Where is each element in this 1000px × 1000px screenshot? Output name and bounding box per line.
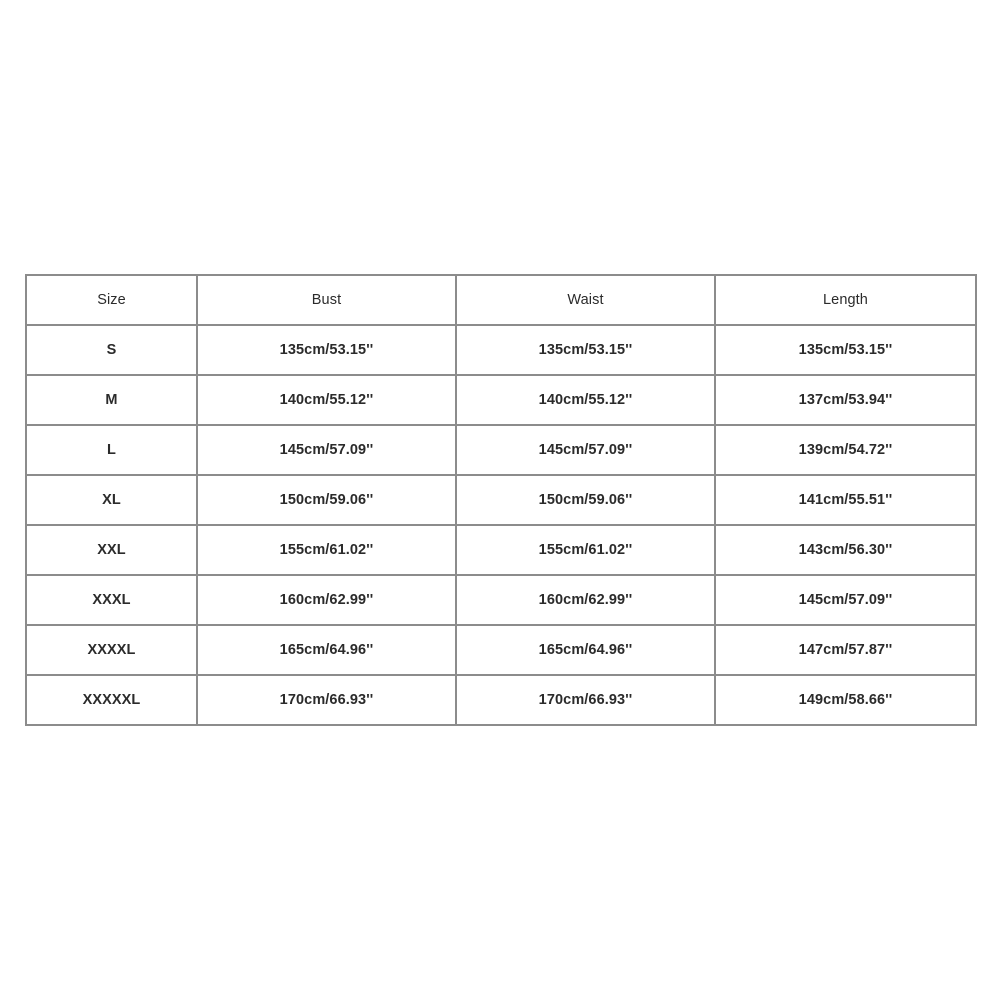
cell-bust: 135cm/53.15'': [197, 325, 456, 375]
cell-bust: 145cm/57.09'': [197, 425, 456, 475]
table-row: [26, 525, 976, 575]
cell-length: 139cm/54.72'': [715, 425, 976, 475]
cell-size: XXXXXL: [26, 675, 197, 725]
cell-size: XXL: [26, 525, 197, 575]
cell-waist: 145cm/57.09'': [456, 425, 715, 475]
cell-waist: 170cm/66.93'': [456, 675, 715, 725]
cell-bust: 165cm/64.96'': [197, 625, 456, 675]
header-row: [26, 275, 976, 325]
table-row: [26, 475, 976, 525]
table-header: [26, 275, 976, 325]
cell-length: 143cm/56.30'': [715, 525, 976, 575]
cell-size: M: [26, 375, 197, 425]
cell-length: 141cm/55.51'': [715, 475, 976, 525]
cell-length: 135cm/53.15'': [715, 325, 976, 375]
table-row: [26, 675, 976, 725]
table-row: [26, 325, 976, 375]
size-chart-table: [25, 274, 977, 726]
cell-size: XXXL: [26, 575, 197, 625]
header-bust: Bust: [197, 275, 456, 325]
cell-bust: 155cm/61.02'': [197, 525, 456, 575]
cell-waist: 140cm/55.12'': [456, 375, 715, 425]
table-body: [26, 325, 976, 725]
cell-waist: 135cm/53.15'': [456, 325, 715, 375]
cell-size: XL: [26, 475, 197, 525]
cell-size: L: [26, 425, 197, 475]
header-waist: Waist: [456, 275, 715, 325]
cell-length: 149cm/58.66'': [715, 675, 976, 725]
cell-waist: 155cm/61.02'': [456, 525, 715, 575]
cell-length: 137cm/53.94'': [715, 375, 976, 425]
table-row: [26, 625, 976, 675]
cell-size: XXXXL: [26, 625, 197, 675]
table-row: [26, 425, 976, 475]
header-length: Length: [715, 275, 976, 325]
cell-size: S: [26, 325, 197, 375]
table-row: [26, 375, 976, 425]
table-row: [26, 575, 976, 625]
cell-waist: 165cm/64.96'': [456, 625, 715, 675]
cell-bust: 160cm/62.99'': [197, 575, 456, 625]
cell-waist: 160cm/62.99'': [456, 575, 715, 625]
cell-waist: 150cm/59.06'': [456, 475, 715, 525]
cell-bust: 150cm/59.06'': [197, 475, 456, 525]
cell-length: 145cm/57.09'': [715, 575, 976, 625]
header-size: Size: [26, 275, 197, 325]
cell-bust: 140cm/55.12'': [197, 375, 456, 425]
cell-length: 147cm/57.87'': [715, 625, 976, 675]
cell-bust: 170cm/66.93'': [197, 675, 456, 725]
